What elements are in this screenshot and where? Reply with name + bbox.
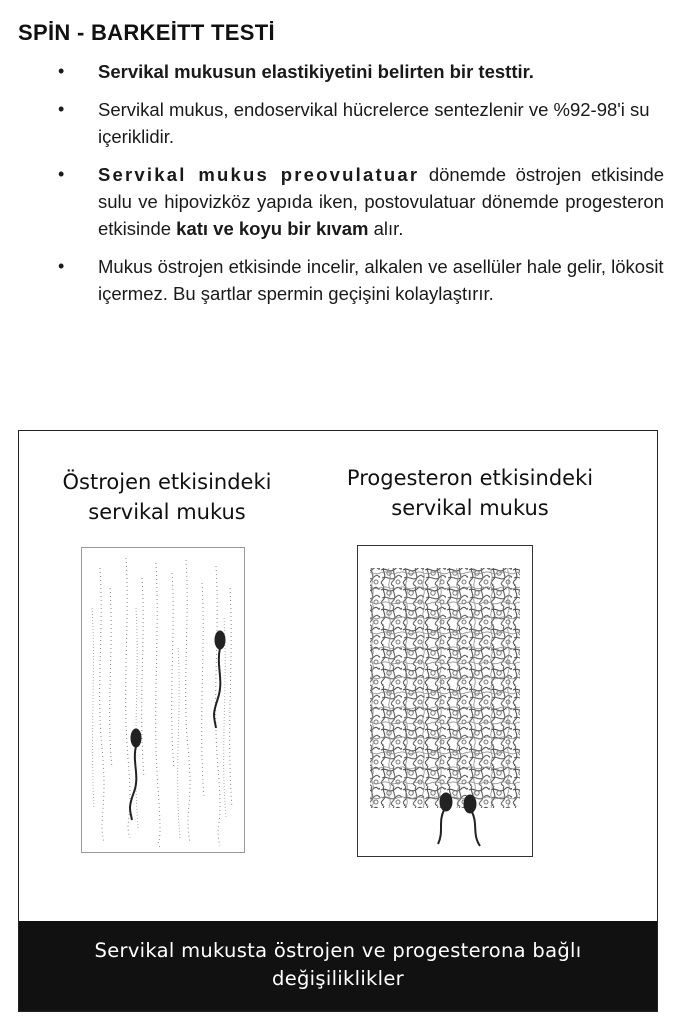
bullet-dot: •: [58, 256, 65, 276]
bullet-list: [56, 58, 664, 318]
bullet-item-3: [56, 161, 664, 242]
page-title: SPİN - BARKEİTT TESTİ: [18, 20, 275, 45]
progesterone-mucus-illustration: [357, 545, 533, 857]
progesterone-heading-line-2: servikal mukus: [391, 496, 549, 520]
mucus-figure: [18, 430, 658, 1012]
bullet-text-4: Mukus östrojen etkisinde incelir, alkalen ve asellüler hale gelir, lökosit içermez. Bu şartlar spermin geçişini kolaylaştırır.: [98, 256, 664, 304]
bullet-dot: •: [58, 99, 65, 119]
estrogen-heading-line-1: Östrojen etkisindeki: [62, 470, 272, 494]
estrogen-mucus-illustration: [81, 547, 245, 853]
bullet-item-1: [56, 58, 664, 85]
figure-caption-line-1: Servikal mukusta östrojen ve progesterona bağlı: [94, 939, 582, 962]
estrogen-heading: [19, 467, 315, 527]
bullet-text-3-bold2: katı ve koyu bir kıvam: [176, 218, 369, 239]
bullet-text-1: Servikal mukusun elastikiyetini belirten bir testtir.: [98, 61, 534, 82]
figure-caption-line-2: değişiliklikler: [272, 967, 404, 990]
bullet-dot: •: [58, 61, 65, 81]
bullet-text-3-end: alır.: [368, 218, 404, 239]
bullet-item-4: [56, 253, 664, 307]
estrogen-mucus-drawing: [82, 548, 244, 852]
bullet-text-2: Servikal mukus, endoservikal hücrelerce sentezlenir ve %92-98'i su içeriklidir.: [98, 99, 650, 147]
estrogen-heading-line-2: servikal mukus: [88, 500, 246, 524]
figure-caption: [19, 921, 657, 1011]
bullet-dot: •: [58, 164, 65, 184]
progesterone-heading: [319, 463, 621, 523]
progesterone-heading-line-1: Progesteron etkisindeki: [346, 466, 594, 490]
progesterone-mucus-drawing: [358, 546, 532, 856]
bullet-item-2: [56, 96, 664, 150]
bullet-text-3: dönemde östrojen etkisinde sulu ve hipovizköz yapıda iken, postovulatuar dönemde progesteron etkisinde: [98, 164, 664, 239]
bullet-text-3-bold: Servikal mukus preovulatuar: [98, 164, 420, 185]
